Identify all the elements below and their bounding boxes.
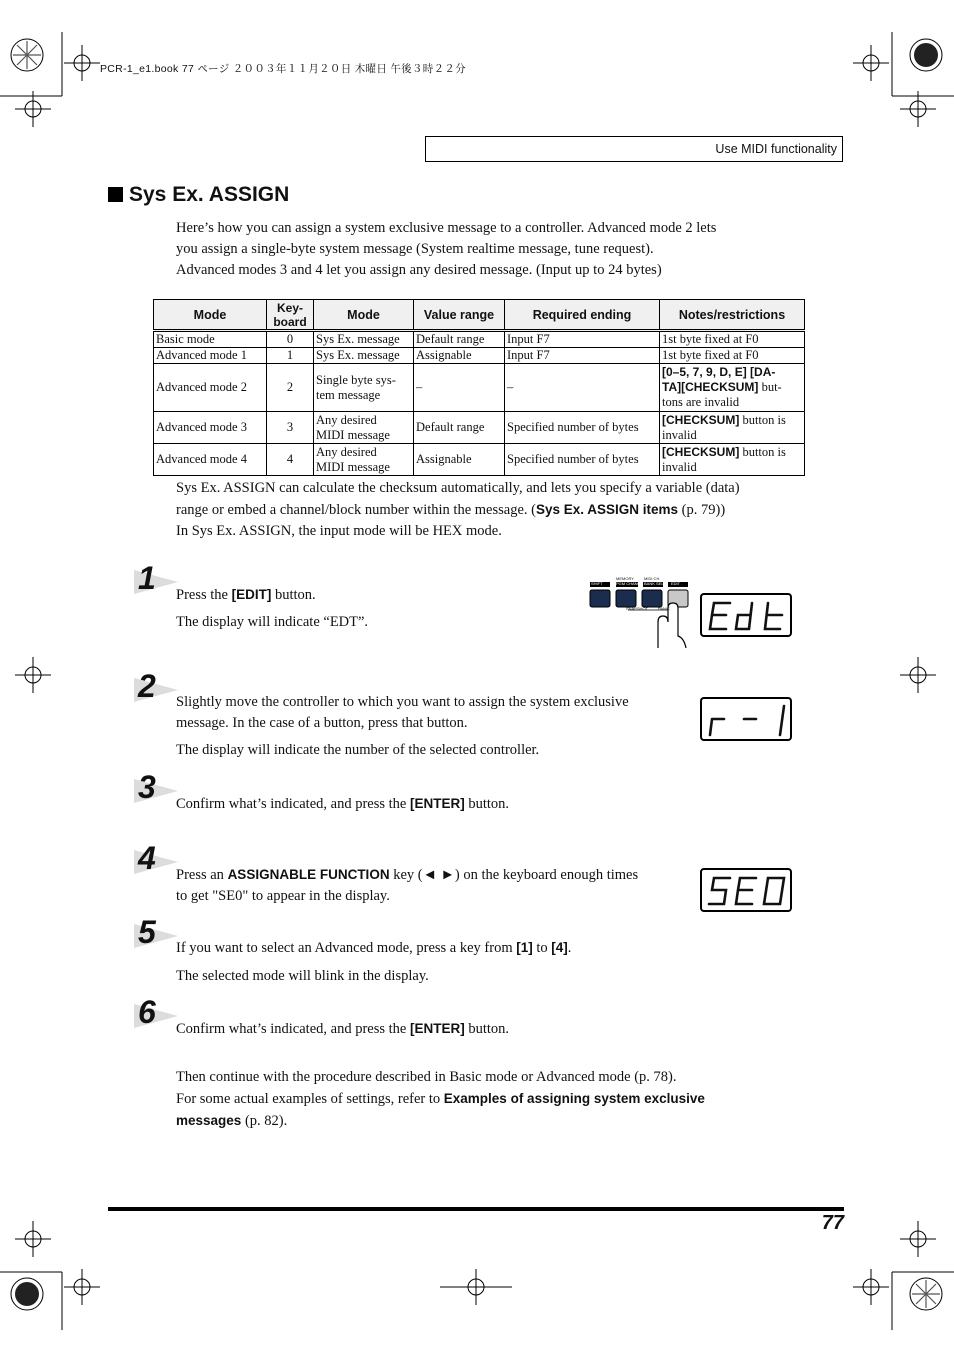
panel-label-snapshot: SNAPSHOT [626,606,649,611]
paragraph-line: Then continue with the procedure described in Basic mode or Advanced mode (p. 78). [176,1069,677,1085]
paragraph-line: Sys Ex. ASSIGN can calculate the checksum automatically, and lets you specify a variable (data) [176,480,740,496]
step-3-text [176,793,786,815]
xref-bold: Examples of assigning system exclusive [443,1091,705,1106]
square-bullet-icon [108,187,123,202]
xref-bold: Sys Ex. ASSIGN items [535,502,679,517]
text: Press an [176,867,228,883]
lcd-display-r1 [700,697,792,741]
text: range or embed a channel/block number within the message. ( [176,502,536,518]
step-number-1 [134,560,180,598]
section-header-box [425,136,843,162]
cell-range: Default range [414,331,505,348]
step-6-text [176,1018,786,1040]
panel-label-panic: PANIC [658,606,670,611]
cell-bold: [CHECKSUM] [662,444,740,459]
cell-mode2: Sys Ex. message [314,348,414,364]
text: (p. 79)) [678,502,726,518]
step-line [176,793,786,815]
paragraph-line [176,499,796,521]
table-row [154,348,805,364]
text: Confirm what’s indicated, and press the [176,1021,410,1037]
text: For some actual examples of settings, refer to [176,1091,444,1107]
cell-notes [660,412,805,444]
step-sub: The selected mode will blink in the display. [176,968,429,984]
cell-line: MIDI message [316,427,390,442]
table-row [154,331,805,348]
cell-notes [660,364,805,412]
col-header: Key-board [267,300,314,331]
intro-line: Here’s how you can assign a system exclusive message to a controller. Advanced mode 2 lets [176,220,717,236]
key-label: [4] [551,940,568,955]
cell-line: MIDI message [316,459,390,474]
table-row [154,364,805,412]
cell-notes: 1st byte fixed at F0 [660,348,805,364]
step-line [176,1018,786,1040]
cell-mode: Advanced mode 4 [154,444,267,476]
title-text: Sys Ex. ASSIGN [129,183,290,206]
text: Press the [176,587,232,603]
panel-label-edit: EDIT [671,581,681,586]
text: button. [464,1021,510,1037]
table-row [154,444,805,476]
paragraph-line: In Sys Ex. ASSIGN, the input mode will be HEX mode. [176,523,502,539]
text: button. [464,796,510,812]
lcd-segments-se0 [706,874,790,910]
step-line: Slightly move the controller to which you want to assign the system exclusive [176,694,629,710]
section-label: Use MIDI functionality [715,142,837,156]
cell-text: but- [758,380,782,394]
cell-range: Default range [414,412,505,444]
page-number: 77 [821,1212,844,1234]
col-header: Value range [414,300,505,331]
step-5-text [176,937,786,987]
cell-notes: 1st byte fixed at F0 [660,331,805,348]
step-number-3 [134,769,180,807]
cell-ending: Specified number of bytes [505,444,660,476]
col-header: Mode [314,300,414,331]
key-label: [EDIT] [231,587,272,602]
panel-label-pgm: PGM CHANGE [616,581,644,586]
lcd-text [702,870,703,871]
step-line [176,937,786,959]
cell-ending: Input F7 [505,331,660,348]
step-line [176,584,786,606]
step-digit: 4 [138,840,156,876]
paragraph-line [176,1110,786,1132]
key-label: [ENTER] [409,1021,465,1036]
text: to [532,940,552,956]
cell-text: button is [739,444,786,459]
col-header: Notes/restrictions [660,300,805,331]
panel-buttons-svg [588,578,694,650]
cell-line: tem message [316,387,381,402]
cell-mode: Advanced mode 3 [154,412,267,444]
outro-paragraph [176,1067,786,1132]
cell-line: tons are invalid [662,395,740,409]
step-number-4 [134,840,180,878]
lcd-segments-r1 [706,703,790,739]
table-header-row [154,300,805,331]
page-title [108,183,289,207]
step-digit: 6 [138,994,156,1030]
step-number-5 [134,914,180,952]
lcd-text [702,699,703,700]
step-1-text [176,584,786,633]
panel-button-illustration [588,578,694,650]
step-digit: 2 [138,668,156,704]
cell-line: Any desired [316,444,377,459]
cell-text: button is [739,412,786,427]
print-header: PCR-1_e1.book 77 ページ ２００３年１１月２０日 木曜日 午後３時２２分 [100,63,466,75]
text: (p. 82). [241,1113,288,1129]
step-line: message. In the case of a button, press that button. [176,715,468,731]
step-digit: 3 [138,769,156,805]
cell-line: Any desired [316,412,377,427]
lcd-display-se0 [700,868,792,912]
cell-range: – [414,364,505,412]
cell-key: 1 [267,348,314,364]
cell-key: 4 [267,444,314,476]
cell-ending: – [505,364,660,412]
cell-line: Single byte sys- [316,372,396,387]
col-header: Required ending [505,300,660,331]
lcd-display-edt [700,593,792,637]
cell-line: invalid [662,459,697,474]
step-sub: The display will indicate “EDT”. [176,614,369,630]
key-label: [ENTER] [409,796,465,811]
panel-label-memory: MEMORY [616,576,634,581]
cell-bold: [0–5, 7, 9, D, E] [DA- [662,365,776,379]
sysex-mode-table [153,299,805,476]
step-digit: 5 [138,914,156,950]
cell-mode2 [314,412,414,444]
cell-ending: Input F7 [505,348,660,364]
text: Confirm what’s indicated, and press the [176,796,410,812]
footer-rule [108,1207,844,1211]
cell-range: Assignable [414,348,505,364]
step-sub: The display will indicate the number of the selected controller. [176,742,540,758]
cell-mode2 [314,444,414,476]
panel-label-banksel: BANK SEL [644,581,664,586]
step-line [176,864,696,886]
cell-range: Assignable [414,444,505,476]
paragraph-line [176,1088,786,1110]
text: . [567,940,572,956]
cell-mode2 [314,364,414,412]
step-line: to get "SE0" to appear in the display. [176,888,390,904]
intro-line: you assign a single-byte system message (System realtime message, tune request). [176,241,654,257]
step-digit: 1 [138,560,156,596]
key-label: [1] [516,940,533,955]
text: If you want to select an Advanced mode, press a key from [176,940,517,956]
cell-bold: TA][CHECKSUM] [662,380,759,394]
cell-key: 0 [267,331,314,348]
lcd-text [702,595,703,596]
cell-mode: Advanced mode 1 [154,348,267,364]
intro-line: Advanced modes 3 and 4 let you assign any desired message. (Input up to 24 bytes) [176,262,662,278]
cell-mode: Basic mode [154,331,267,348]
after-table-paragraph [176,478,796,542]
step-number-2 [134,668,180,706]
col-header: Mode [154,300,267,331]
cell-mode2: Sys Ex. message [314,331,414,348]
intro-paragraph [176,218,786,281]
cell-notes [660,444,805,476]
cell-mode: Advanced mode 2 [154,364,267,412]
cell-line: invalid [662,427,697,442]
table-row [154,412,805,444]
text: button. [271,587,316,603]
cell-key: 2 [267,364,314,412]
panel-label-shift: SHIFT [591,581,603,586]
cell-bold: [CHECKSUM] [662,412,740,427]
xref-bold: messages [176,1113,242,1128]
step-4-text [176,864,696,907]
key-label: ASSIGNABLE FUNCTION [227,867,390,882]
step-number-6 [134,994,180,1032]
text: key (◄ ►) on the keyboard enough times [389,867,639,883]
cell-key: 3 [267,412,314,444]
panel-label-midich: MIDI CH [644,576,660,581]
step-2-text [176,692,696,761]
lcd-segments-edt [706,599,790,635]
cell-ending: Specified number of bytes [505,412,660,444]
